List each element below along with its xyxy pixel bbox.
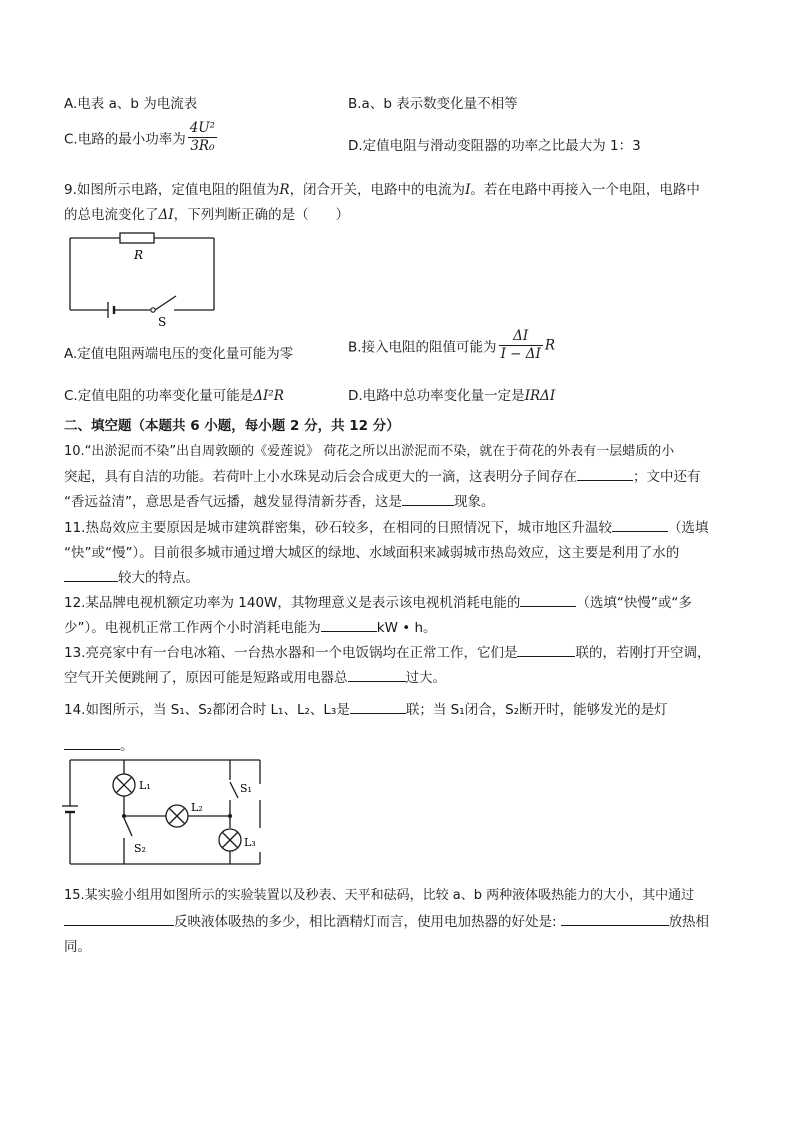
section-title: 二、填空题（本题共 6 小题，每小题 2 分，共 12 分） bbox=[64, 418, 400, 434]
q9-option-b-suffix: R bbox=[544, 337, 556, 354]
q10-text: 突起，具有自洁的功能。若荷叶上小水珠晃动后会合成更大的一滴，这表明分子间存在 bbox=[64, 469, 577, 485]
q15-line-2 bbox=[64, 910, 709, 930]
q9-stem-text: 9.如图所示电路，定值电阻的阻值为 bbox=[64, 182, 280, 198]
q9-option-d bbox=[348, 384, 555, 404]
q10-line-1: 10.“出淤泥而不染”出自周敦颐的《爱莲说》 荷花之所以出淤泥而不染，就在于荷花的外表有一层蜡质的小 bbox=[64, 444, 675, 459]
q9-var-delta-i: ΔI bbox=[158, 207, 174, 223]
q11-blank-1[interactable] bbox=[612, 517, 668, 532]
q9-option-d-prefix: D.电路中总功率变化量一定是 bbox=[348, 388, 525, 404]
q9-option-d-expr: IRΔI bbox=[524, 388, 556, 404]
q12-text: 12.某品牌电视机额定功率为 140W，其物理意义是表示该电视机消耗电能的 bbox=[64, 595, 521, 611]
q9-option-b-prefix: B.接入电阻的阻值可能为 bbox=[348, 339, 497, 356]
q9-option-b-fraction bbox=[499, 328, 543, 363]
q12-line-1 bbox=[64, 591, 692, 611]
q14-line-2 bbox=[64, 734, 134, 754]
q9-option-a: A.定值电阻两端电压的变化量可能为零 bbox=[64, 346, 294, 362]
q12-blank-2[interactable] bbox=[321, 617, 377, 632]
q12-text: （选填“快慢”或“多 bbox=[576, 595, 692, 611]
q14-text: 。 bbox=[120, 738, 134, 754]
q14-fig-label-l3: L₃ bbox=[244, 836, 256, 849]
q10-line-2 bbox=[64, 465, 701, 485]
q11-blank-2[interactable] bbox=[64, 567, 118, 582]
q11-text: （选填 bbox=[667, 520, 709, 536]
q10-text: “香远益清”，意思是香气远播，越发显得清新芬香，这是 bbox=[64, 494, 402, 510]
switch-s-blade bbox=[155, 296, 176, 310]
q10-blank-2[interactable] bbox=[402, 491, 454, 506]
q11-line-1 bbox=[64, 516, 708, 536]
q14-circuit-diagram bbox=[60, 756, 268, 868]
q15-blank-1[interactable] bbox=[64, 911, 174, 926]
q8-c-numerator: 4U² bbox=[189, 120, 216, 136]
q13-text: 13.亮亮家中有一台电冰箱、一台热水器和一个电饭锅均在正常工作，它们是 bbox=[64, 645, 518, 661]
q14-line-1 bbox=[64, 698, 668, 718]
q12-text: 少”）。电视机正常工作两个小时消耗电能为 bbox=[64, 620, 321, 636]
q8-c-denominator: 3R₀ bbox=[190, 138, 215, 154]
q9-option-c bbox=[64, 384, 284, 404]
q13-text: 联的，若刚打开空调， bbox=[575, 645, 711, 661]
q9-stem-text: ，下列判断正确的是（ ） bbox=[173, 207, 350, 223]
q12-text: kW • h。 bbox=[376, 620, 437, 636]
q8-option-c bbox=[64, 120, 219, 155]
q14-fig-label-s2: S₂ bbox=[134, 842, 146, 855]
q13-blank-2[interactable] bbox=[348, 667, 406, 682]
q13-text: 过大。 bbox=[405, 670, 446, 686]
switch-s2-blade bbox=[124, 818, 132, 836]
q8-option-b: B.a、b 表示数变化量不相等 bbox=[348, 96, 518, 112]
q9-b-numerator: ΔI bbox=[499, 328, 543, 346]
q9-b-denominator: I − ΔI bbox=[500, 346, 541, 362]
resistor-r-symbol bbox=[120, 233, 154, 243]
q15-line-3: 同。 bbox=[64, 939, 91, 955]
q9-stem-text: 的总电流变化了 bbox=[64, 207, 159, 223]
q8-option-d: D.定值电阻与滑动变阻器的功率之比最大为 1：3 bbox=[348, 138, 641, 154]
q9-stem-text: 。若在电路中再接入一个电阻，电路中 bbox=[470, 182, 700, 198]
q9-option-b bbox=[348, 328, 555, 363]
q9-var-r: R bbox=[279, 182, 290, 198]
q9-stem-line-2 bbox=[64, 203, 349, 223]
q12-line-2 bbox=[64, 616, 437, 636]
q13-line-1 bbox=[64, 641, 710, 661]
q9-option-c-prefix: C.定值电阻的功率变化量可能是 bbox=[64, 388, 254, 404]
q15-text: 反映液体吸热的多少，相比酒精灯而言，使用电加热器的好处是: bbox=[174, 914, 557, 930]
q10-blank-1[interactable] bbox=[577, 466, 633, 481]
q12-blank-1[interactable] bbox=[520, 592, 576, 607]
q10-text: ；文中还有 bbox=[633, 469, 701, 485]
q8-option-a: A.电表 a、b 为电流表 bbox=[64, 96, 198, 112]
q14-blank-2[interactable] bbox=[64, 735, 120, 750]
q9-var-i: I bbox=[465, 182, 471, 198]
q15-blank-2[interactable] bbox=[561, 911, 669, 926]
q9-fig-label-r: R bbox=[134, 248, 144, 262]
q11-text: 11.热岛效应主要原因是城市建筑群密集，砂石较多，在相同的日照情况下，城市地区升温较 bbox=[64, 520, 612, 536]
q14-text: 联；当 S₁闭合，S₂断开时，能够发光的是灯 bbox=[405, 702, 668, 718]
q8-option-c-prefix: C.电路的最小功率为 bbox=[64, 131, 186, 148]
q13-line-2 bbox=[64, 666, 446, 686]
q9-stem-text: ，闭合开关，电路中的电流为 bbox=[289, 182, 466, 198]
q8-option-c-fraction bbox=[188, 120, 217, 155]
q14-fig-label-l1: L₁ bbox=[139, 779, 151, 792]
q10-line-3 bbox=[64, 490, 495, 510]
q10-text: 现象。 bbox=[454, 494, 495, 510]
q11-line-3 bbox=[64, 566, 199, 586]
q15-text: 放热相 bbox=[668, 914, 710, 930]
q9-option-c-expr: ΔI²R bbox=[253, 388, 284, 404]
q15-line-1: 15.某实验小组用如图所示的实验装置以及秒表、天平和砝码，比较 a、b 两种液体吸热能力的大小，其中通过 bbox=[64, 888, 695, 903]
q9-fig-label-s: S bbox=[158, 315, 167, 328]
switch-s1-blade bbox=[230, 782, 238, 798]
q14-fig-label-s1: S₁ bbox=[240, 782, 252, 795]
q11-line-2: “快”或“慢”）。目前很多城市通过增大城区的绿地、水域面积来减弱城市热岛效应，这主要是利用了水的 bbox=[64, 545, 680, 561]
q14-blank-1[interactable] bbox=[350, 699, 406, 714]
q13-blank-1[interactable] bbox=[517, 642, 575, 657]
q9-stem-line-1 bbox=[64, 178, 700, 198]
q9-circuit-diagram bbox=[64, 228, 220, 328]
q14-fig-label-l2: L₂ bbox=[191, 801, 203, 814]
q13-text: 空气开关便跳闸了，原因可能是短路或用电器总 bbox=[64, 670, 348, 686]
q14-text: 14.如图所示，当 S₁、S₂都闭合时 L₁、L₂、L₃是 bbox=[64, 702, 350, 718]
q11-text: 较大的特点。 bbox=[118, 570, 199, 586]
